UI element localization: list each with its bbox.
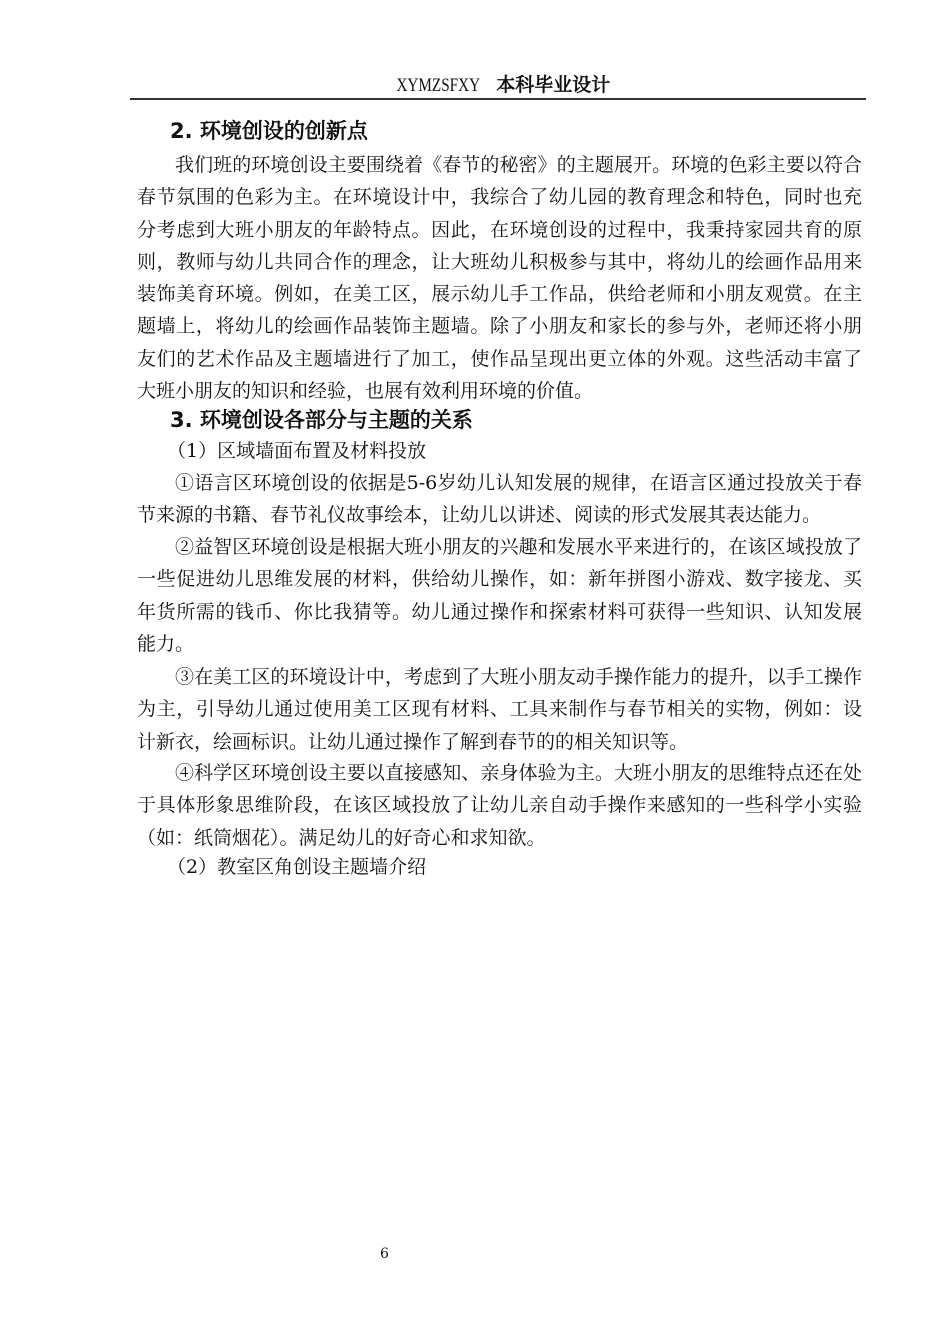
text-line: 分考虑到大班小朋友的年龄特点。因此，在环境创设的过程中，我秉持家园共育的原 (137, 218, 862, 241)
text-line: 能力。 (137, 632, 195, 655)
header-title: 本科毕业设计 (496, 74, 611, 96)
text-line: ④科学区环境创设主要以直接感知、亲身体验为主。大班小朋友的思维特点还在处 (175, 762, 862, 784)
text-line: 节来源的书籍、春节礼仪故事绘本，让幼儿以讲述、阅读的形式发展其表达能力。 (137, 504, 822, 527)
text-line: ②益智区环境创设是根据大班小朋友的兴趣和发展水平来进行的，在该区域投放了 (175, 536, 862, 558)
header-rule (130, 98, 866, 100)
text-line: 春节氛围的色彩为主。在环境设计中，我综合了幼儿园的教育理念和特色，同时也充 (137, 186, 862, 209)
page-number: 6 (380, 1246, 389, 1262)
text-line: 题墙上，将幼儿的绘画作品装饰主题墙。除了小朋友和家长的参与外，老师还将小朋 (137, 315, 862, 338)
text-line: 年货所需的钱币、你比我猜等。幼儿通过操作和探索材料可获得一些知识、认知发展 (137, 600, 862, 623)
text-line: 为主，引导幼儿通过使用美工区现有材料、工具来制作与春节相关的实物，例如：设 (137, 698, 862, 721)
paragraph-science-area (137, 757, 862, 854)
section-heading-2: 2. 环境创设的创新点 (170, 119, 368, 143)
section-heading-3: 3. 环境创设各部分与主题的关系 (170, 408, 473, 432)
paragraph-art-area (137, 661, 862, 758)
text-line: 则，教师与幼儿共同合作的理念，让大班幼儿积极参与其中，将幼儿的绘画作品用来 (137, 250, 862, 273)
text-line: （如：纸筒烟花）。满足幼儿的好奇心和求知欲。 (137, 826, 546, 849)
text-line: 大班小朋友的知识和经验，也展有效利用环境的价值。 (137, 380, 594, 403)
text-line: 计新衣，绘画标识。让幼儿通过操作了解到春节的的相关知识等。 (137, 730, 689, 753)
page-header (130, 72, 866, 98)
subheading-2: （2）教室区角创设主题墙介绍 (167, 856, 427, 878)
text-line: ③在美工区的环境设计中，考虑到了大班小朋友动手操作能力的提升，以手工操作 (175, 666, 862, 688)
header-school-code: XYMZSFXY (396, 75, 480, 96)
text-line: 装饰美育环境。例如，在美工区，展示幼儿手工作品，供给老师和小朋友观赏。在主 (137, 283, 862, 306)
paragraph-innovation (137, 149, 862, 407)
text-line: ①语言区环境创设的依据是5-6岁幼儿认知发展的规律，在语言区通过投放关于春 (175, 472, 862, 494)
text-line: 我们班的环境创设主要围绕着《春节的秘密》的主题展开。环境的色彩主要以符合 (175, 154, 862, 176)
text-line: 一些促进幼儿思维发展的材料，供给幼儿操作，如：新年拼图小游戏、数字接龙、买 (137, 568, 862, 591)
text-line: 于具体形象思维阶段，在该区域投放了让幼儿亲自动手操作来感知的一些科学小实验 (137, 794, 862, 817)
paragraph-puzzle-area (137, 531, 862, 660)
text-line: 友们的艺术作品及主题墙进行了加工，使作品呈现出更立体的外观。这些活动丰富了 (137, 347, 862, 370)
paragraph-language-area (137, 467, 862, 532)
subheading-1: （1）区域墙面布置及材料投放 (167, 440, 427, 462)
